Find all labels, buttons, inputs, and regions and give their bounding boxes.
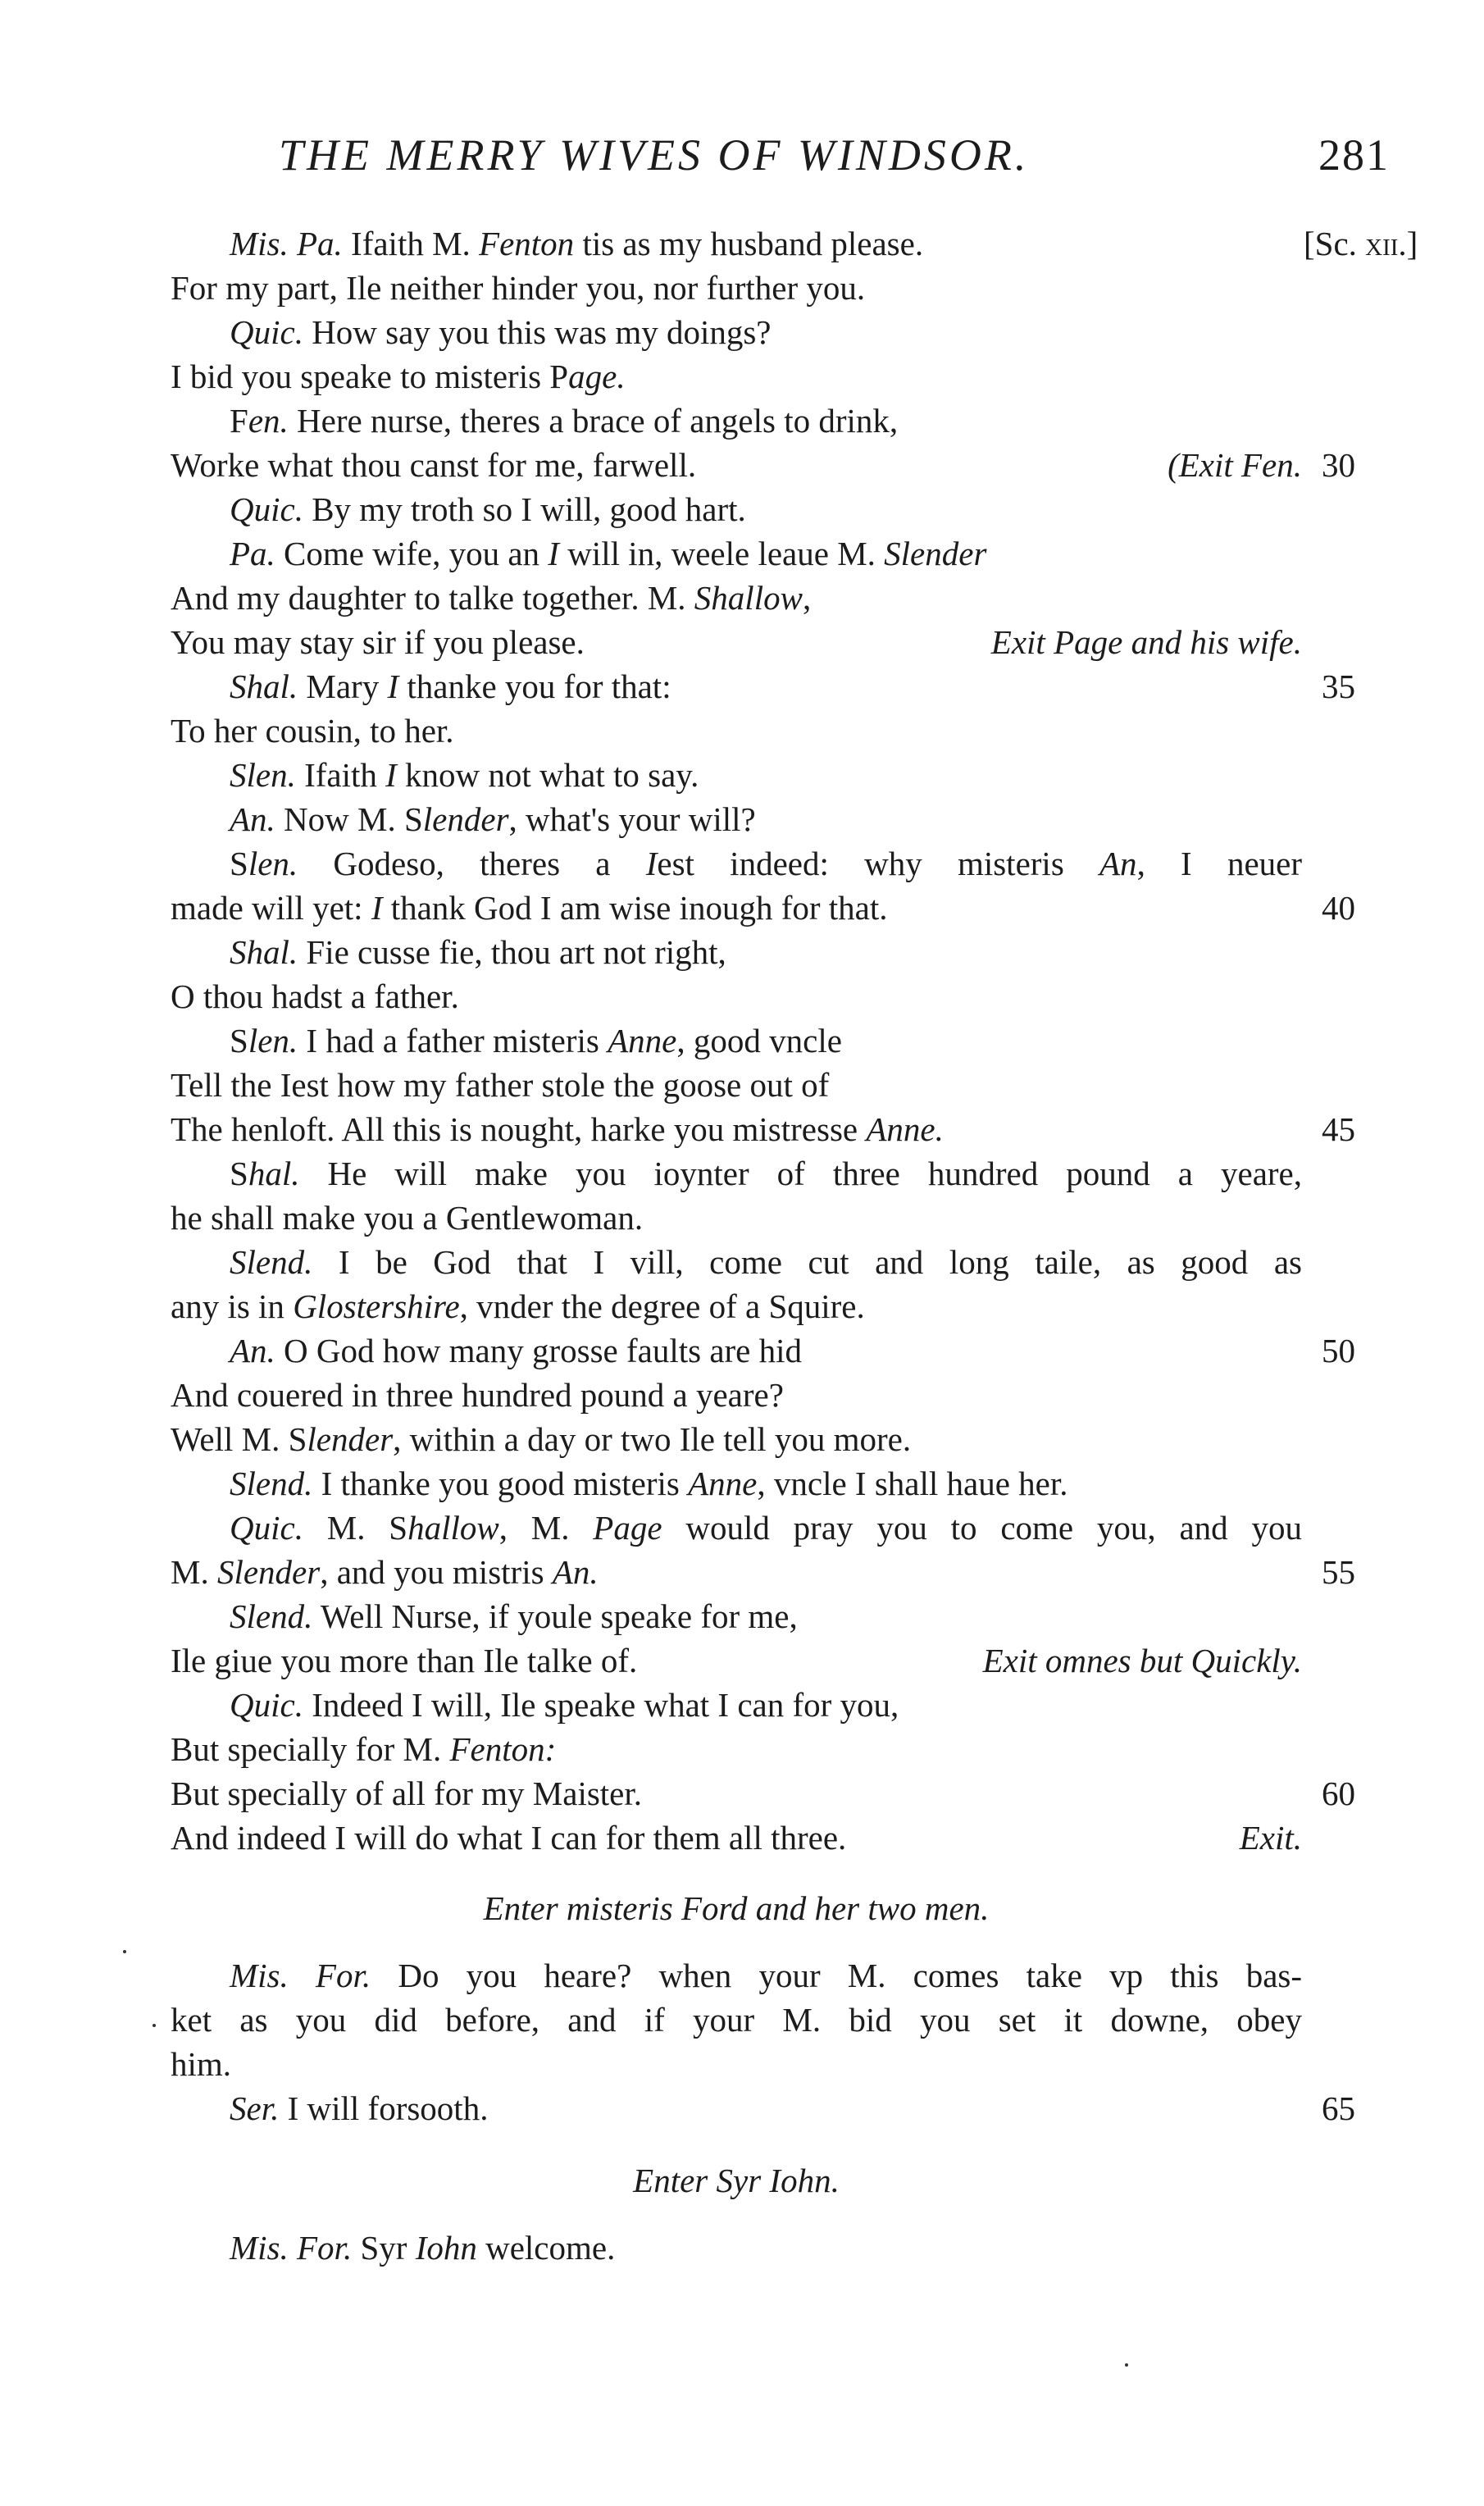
text-line <box>171 354 1302 399</box>
line-text <box>171 1597 798 1635</box>
text-line <box>171 310 1302 354</box>
text-segment: made will yet: <box>171 889 371 927</box>
line-text <box>171 712 454 750</box>
text-segment: Well Nurse, if youle speake for me, <box>312 1597 798 1635</box>
text-line <box>171 2226 1302 2270</box>
line-text <box>171 841 1302 886</box>
line-text <box>171 1199 643 1237</box>
line-text <box>171 668 671 705</box>
page-number: 281 <box>1318 130 1390 180</box>
text-line <box>171 1151 1302 1196</box>
text-segment <box>289 225 297 262</box>
italic-segment: Shal. <box>230 933 298 971</box>
line-number: 30 <box>1322 446 1355 484</box>
italic-segment: Shallow <box>694 579 803 617</box>
text-segment: Syr <box>352 2229 416 2267</box>
text-line <box>171 1063 1302 1107</box>
line-text <box>171 402 898 440</box>
text-line <box>171 886 1302 930</box>
text-segment: he shall make you a Gentlewoman. <box>171 1199 644 1237</box>
text-segment: welcome. <box>476 2229 616 2267</box>
inline-stage-direction: Exit omnes but Quickly. <box>982 1642 1302 1679</box>
italic-segment: Pa. <box>297 225 343 262</box>
text-segment: And couered in three hundred pound a yeare? <box>171 1376 784 1414</box>
line-text <box>171 446 696 484</box>
line-text <box>171 2229 615 2267</box>
italic-segment: lender <box>307 1420 394 1458</box>
italic-segment: Quic. <box>230 313 303 351</box>
margin-speck <box>123 1950 126 1953</box>
line-text <box>171 1642 637 1679</box>
line-text <box>171 358 626 395</box>
italic-segment: Pa. <box>230 535 275 572</box>
line-text <box>171 1022 842 1059</box>
line-text <box>171 1240 1302 1284</box>
text-segment: tis as my husband please. <box>574 225 924 262</box>
inline-stage-direction: (Exit Fen. <box>1168 446 1302 484</box>
scene-ref-number: xii <box>1365 225 1399 262</box>
italic-segment: Mis. <box>230 225 289 262</box>
text-segment: The henloft. All this is nought, harke you mistresse <box>171 1110 867 1148</box>
text-segment: Godeso, theres a <box>298 845 646 882</box>
text-segment: Well M. S <box>171 1420 307 1458</box>
italic-segment: I <box>387 668 399 705</box>
text-line <box>171 664 1302 709</box>
line-text <box>171 1420 911 1458</box>
text-segment: Ile giue you more than Ile talke of. <box>171 1642 638 1679</box>
italic-segment: hal. <box>248 1155 300 1192</box>
stage-direction-enter-ford: Enter misteris Ford and her two men. <box>483 1889 990 1927</box>
inline-stage-direction: Exit. <box>1239 1819 1302 1857</box>
line-text <box>171 225 923 262</box>
italic-segment: I <box>371 889 383 927</box>
line-text <box>171 800 756 838</box>
line-text <box>171 1506 1302 1550</box>
text-line <box>171 1284 1302 1328</box>
scene-ref-suffix: .] <box>1398 225 1418 262</box>
text-segment: And my daughter to talke together. M. <box>171 579 694 617</box>
line-text <box>171 313 772 351</box>
italic-segment: hallow <box>407 1509 499 1547</box>
page-header <box>0 130 1484 187</box>
italic-segment: Glostershire <box>293 1287 460 1325</box>
text-segment: F <box>230 402 248 440</box>
text-segment: Fie cusse fie, thou art not right, <box>298 933 726 971</box>
italic-segment: Page <box>593 1509 662 1547</box>
text-segment: I bid you speake to misteris P <box>171 358 569 395</box>
italic-segment: Quic. <box>230 1509 303 1547</box>
text-segment: And indeed I will do what I can for them all three. <box>171 1819 847 1857</box>
scene-ref-prefix: [Sc. <box>1304 225 1366 262</box>
text-line <box>171 930 1302 974</box>
italic-segment: I <box>385 756 397 794</box>
text-segment: , <box>802 579 812 617</box>
italic-segment: Fenton: <box>449 1730 557 1768</box>
line-text <box>171 1553 599 1591</box>
line-text <box>171 1775 642 1812</box>
line-text <box>171 1953 1302 1998</box>
line-text <box>171 579 811 617</box>
italic-segment: An. <box>230 1332 275 1369</box>
text-line <box>171 1196 1302 1240</box>
margin-speck <box>152 2024 156 2027</box>
text-segment: M. S <box>303 1509 408 1547</box>
scene-reference <box>1304 221 1418 266</box>
italic-segment: Ser. <box>230 2089 280 2127</box>
italic-segment: An. <box>230 800 275 838</box>
text-line <box>171 974 1302 1018</box>
text-line <box>171 1373 1302 1417</box>
text-segment: Ifaith <box>295 756 386 794</box>
text-line <box>171 1771 1302 1816</box>
text-segment: , good vncle <box>676 1022 842 1059</box>
line-text <box>171 1376 784 1414</box>
text-segment: Tell the Iest how my father stole the goose out of <box>171 1066 830 1104</box>
text-line <box>171 1998 1302 2042</box>
text-segment: Do you heare? when your M. comes take vp this bas- <box>371 1957 1302 1994</box>
italic-segment: len. <box>248 845 298 882</box>
text-line <box>171 1816 1302 1860</box>
text-segment: would pray you to come you, and you <box>662 1509 1302 1547</box>
text-segment: him. <box>171 2045 232 2083</box>
text-segment: I had a father misteris <box>298 1022 608 1059</box>
text-line <box>171 1683 1302 1727</box>
line-text <box>171 889 888 927</box>
line-text <box>171 1819 846 1857</box>
text-segment: O God how many grosse faults are hid <box>275 1332 803 1369</box>
italic-segment: age. <box>568 358 626 395</box>
italic-segment: lender <box>422 800 509 838</box>
line-text <box>171 269 865 307</box>
line-text <box>171 1287 865 1325</box>
text-segment: , M. <box>498 1509 594 1547</box>
text-segment: He will make you ioynter of three hundred pound a yeare, <box>299 1155 1302 1192</box>
text-segment: But specially of all for my Maister. <box>171 1775 643 1812</box>
text-line <box>171 709 1302 753</box>
italic-segment: Slend. <box>230 1243 313 1281</box>
text-segment: any is in <box>171 1287 294 1325</box>
text-segment: , what's your will? <box>508 800 756 838</box>
line-text <box>171 1465 1068 1502</box>
text-line <box>171 620 1302 664</box>
line-number: 55 <box>1322 1553 1355 1591</box>
italic-segment: Mis. For. <box>230 1957 371 1994</box>
line-text <box>171 623 585 661</box>
text-segment: I be God that I vill, come cut and long taile, as good as <box>312 1243 1302 1281</box>
italic-segment: en. <box>248 402 289 440</box>
text-segment: thanke you for that: <box>398 668 671 705</box>
line-text <box>171 977 459 1015</box>
line-number: 65 <box>1322 2089 1355 2127</box>
italic-segment: An <box>1099 845 1137 882</box>
text-line <box>171 1417 1302 1461</box>
inline-stage-direction: Exit Page and his wife. <box>990 623 1302 661</box>
italic-segment: Quic. <box>230 1686 303 1724</box>
italic-segment: Mis. For. <box>230 2229 353 2267</box>
italic-segment: Anne <box>608 1022 677 1059</box>
line-text <box>171 535 986 572</box>
line-text <box>171 1151 1302 1196</box>
italic-segment: Shal. <box>230 668 298 705</box>
line-text <box>171 490 746 528</box>
text-line <box>171 1461 1302 1506</box>
text-line <box>171 221 1302 266</box>
text-segment: , and you mistris <box>320 1553 553 1591</box>
margin-speck <box>1125 2363 1128 2367</box>
text-line <box>171 2086 1302 2130</box>
text-segment: How say you this was my doings? <box>303 313 772 351</box>
text-segment: O thou hadst a father. <box>171 977 459 1015</box>
text-segment: M. <box>171 1553 217 1591</box>
text-line <box>171 841 1302 886</box>
line-number: 35 <box>1322 668 1355 705</box>
line-number: 50 <box>1322 1332 1355 1369</box>
text-segment: S <box>230 1022 248 1059</box>
text-segment: Worke what thou canst for me, farwell. <box>171 446 697 484</box>
text-line <box>171 1638 1302 1683</box>
text-line <box>171 531 1302 576</box>
text-segment: est indeed: why misteris <box>657 845 1100 882</box>
line-text <box>171 933 726 971</box>
line-text <box>171 2045 231 2083</box>
line-text <box>171 1686 899 1724</box>
line-number: 60 <box>1322 1775 1355 1812</box>
text-line <box>171 1107 1302 1151</box>
text-segment: S <box>230 1155 248 1192</box>
text-segment: But specially for M. <box>171 1730 450 1768</box>
text-line <box>171 1550 1302 1594</box>
line-text <box>171 1998 1302 2042</box>
text-line <box>171 266 1302 310</box>
text-line <box>171 2042 1302 2086</box>
text-segment: will in, weele leaue M. <box>558 535 885 572</box>
text-line <box>171 1018 1302 1063</box>
italic-segment: Slend. <box>230 1465 313 1502</box>
italic-segment: Slen. <box>230 756 296 794</box>
text-segment: For my part, Ile neither hinder you, nor further you. <box>171 269 866 307</box>
italic-segment: Quic. <box>230 490 303 528</box>
text-segment: S <box>230 845 248 882</box>
text-segment: You may stay sir if you please. <box>171 623 585 661</box>
text-segment: I thanke you good misteris <box>312 1465 689 1502</box>
text-line <box>171 576 1302 620</box>
text-line <box>171 487 1302 531</box>
text-segment: By my troth so I will, good hart. <box>303 490 746 528</box>
italic-segment: Anne <box>688 1465 758 1502</box>
italic-segment: len. <box>248 1022 298 1059</box>
text-line <box>171 399 1302 443</box>
text-line <box>171 1506 1302 1550</box>
line-number: 40 <box>1322 889 1355 927</box>
italic-segment: Slender <box>216 1553 321 1591</box>
text-segment: Mary <box>298 668 388 705</box>
text-segment: thank God I am wise inough for that. <box>382 889 888 927</box>
text-segment: Indeed I will, Ile speake what I can for you, <box>303 1686 899 1724</box>
line-text <box>171 2089 488 2127</box>
text-line <box>171 443 1302 487</box>
italic-segment: I <box>548 535 559 572</box>
text-line <box>171 1328 1302 1373</box>
text-segment: Ifaith M. <box>342 225 480 262</box>
italic-segment: I <box>645 845 658 882</box>
text-line <box>171 1240 1302 1284</box>
text-segment: ket as you did before, and if your M. bid you set it downe, obey <box>171 2001 1302 2039</box>
line-text <box>171 1730 556 1768</box>
italic-segment: An. <box>552 1553 599 1591</box>
text-segment: , I neuer <box>1136 845 1302 882</box>
text-segment: Come wife, you an <box>275 535 549 572</box>
text-segment: , vncle I shall haue her. <box>757 1465 1068 1502</box>
line-number: 45 <box>1322 1110 1355 1148</box>
running-title: THE MERRY WIVES OF WINDSOR. <box>279 130 1030 180</box>
text-segment: , within a day or two Ile tell you more. <box>393 1420 912 1458</box>
stage-direction-enter-syr-iohn: Enter Syr Iohn. <box>633 2162 840 2199</box>
text-segment: know not what to say. <box>396 756 699 794</box>
italic-segment: Slender <box>884 535 987 572</box>
text-line <box>171 1727 1302 1771</box>
italic-segment: Fenton <box>479 225 575 262</box>
text-line <box>171 797 1302 841</box>
text-segment: Here nurse, theres a brace of angels to drink, <box>288 402 899 440</box>
italic-segment: Iohn <box>415 2229 477 2267</box>
text-line <box>171 1953 1302 1998</box>
line-text <box>171 756 699 794</box>
text-segment: I will forsooth. <box>279 2089 489 2127</box>
text-line <box>171 1594 1302 1638</box>
italic-segment: Anne. <box>866 1110 944 1148</box>
line-text <box>171 1110 944 1148</box>
italic-segment: Slend. <box>230 1597 313 1635</box>
line-text <box>171 1066 829 1104</box>
text-segment: To her cousin, to her. <box>171 712 454 750</box>
text-segment: , vnder the degree of a Squire. <box>459 1287 865 1325</box>
line-text <box>171 1332 802 1369</box>
text-line <box>171 753 1302 797</box>
text-segment: Now M. S <box>275 800 423 838</box>
